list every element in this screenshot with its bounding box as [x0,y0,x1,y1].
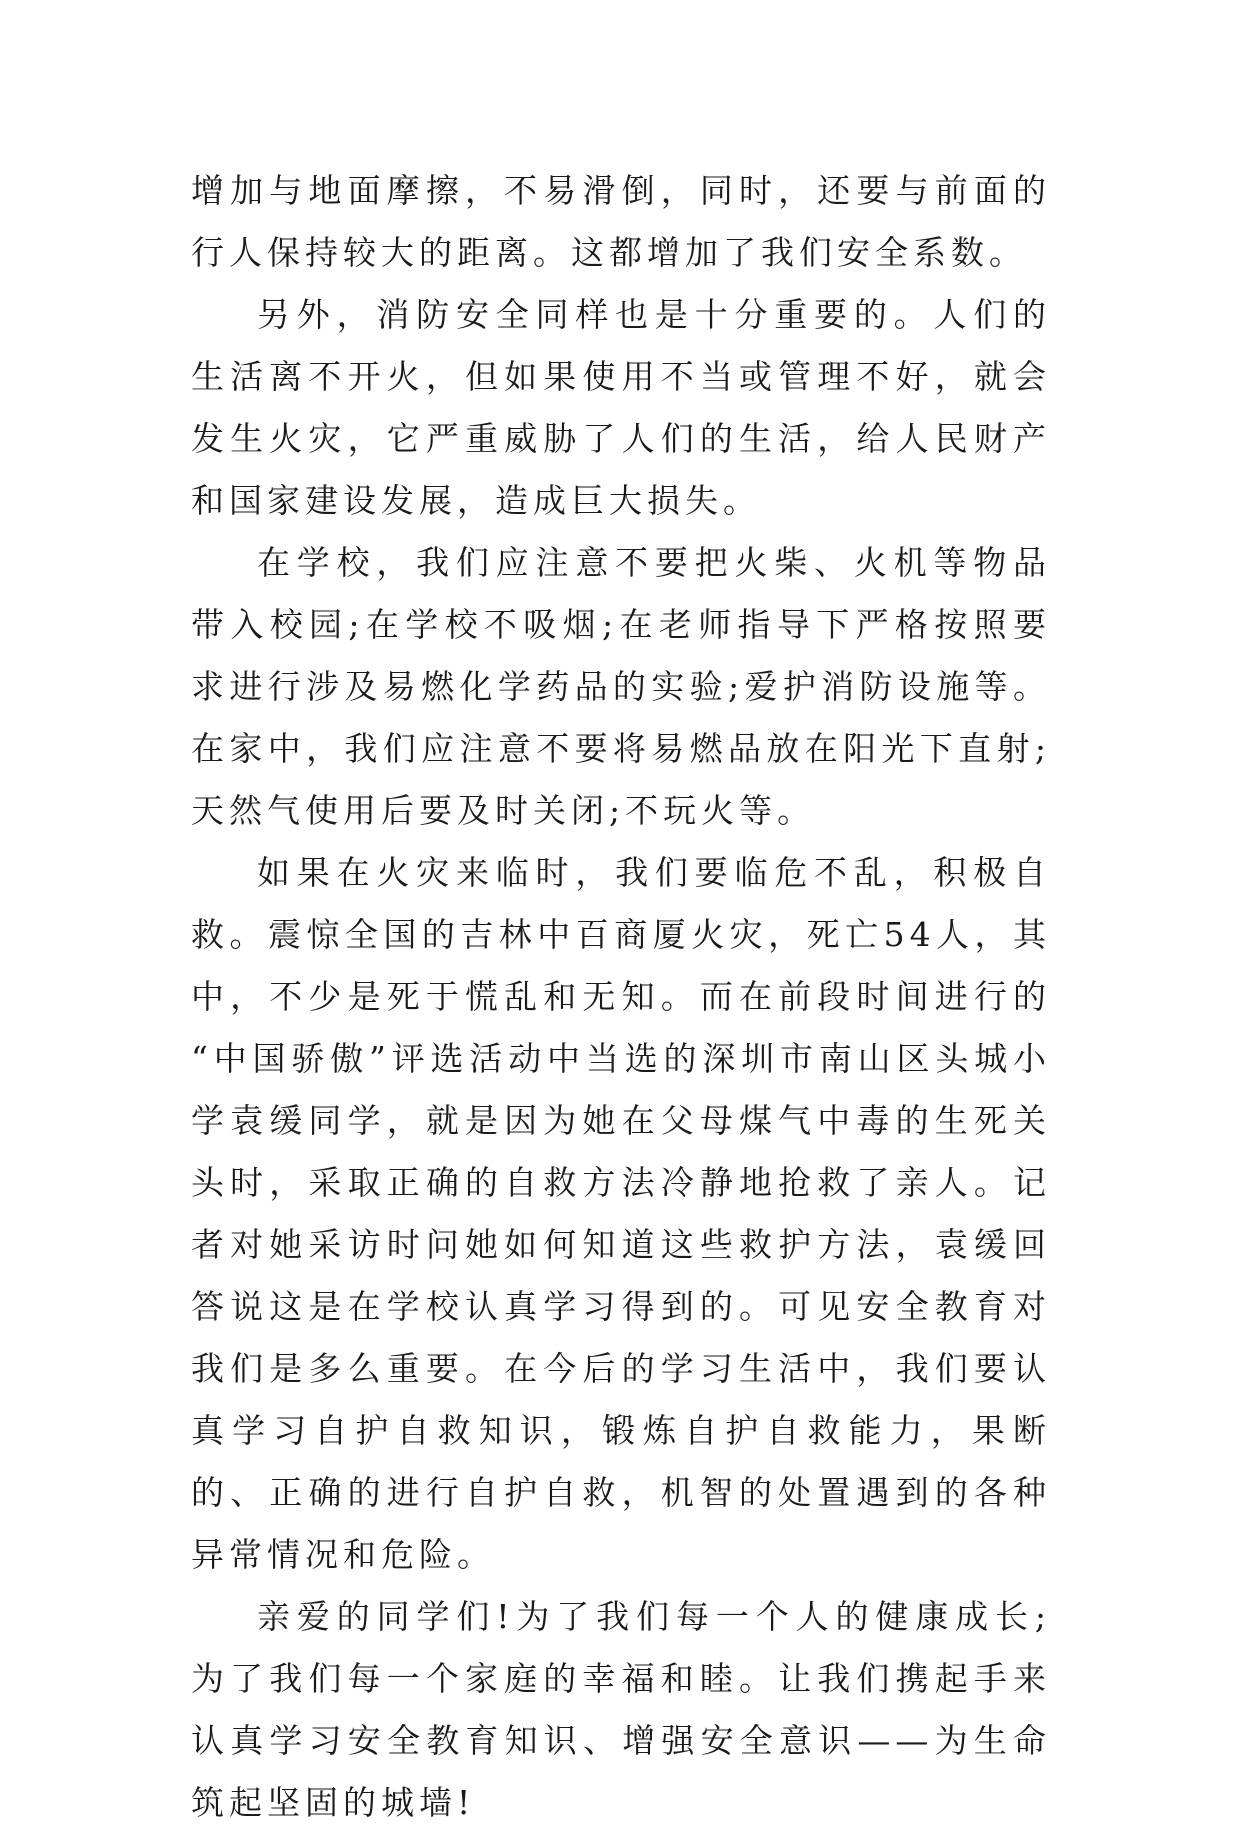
paragraph-2: 另外，消防安全同样也是十分重要的。人们的生活离不开火，但如果使用不当或管理不好，就会发生火灾，它严重威胁了人们的生活，给人民财产和国家建设发展，造成巨大损失。 [191,295,1051,520]
paragraph-3: 在学校，我们应注意不要把火柴、火机等物品带入校园;在学校不吸烟;在老师指导下严格按照要求进行涉及易燃化学药品的实验;爱护消防设施等。在家中，我们应注意不要将易燃品放在阳光下直射;天然气使用后要及时关闭;不玩火等。 [191,543,1051,830]
paragraph-5: 亲爱的同学们!为了我们每一个人的健康成长;为了我们每一个家庭的幸福和睦。让我们携起手来认真学习安全教育知识、增强安全意识——为生命筑起坚固的城墙! [191,1597,1051,1822]
body-text [191,160,1051,1834]
paragraph-4: 如果在火灾来临时，我们要临危不乱，积极自救。震惊全国的吉林中百商厦火灾，死亡54人，其中，不少是死于慌乱和无知。而在前段时间进行的 “中国骄傲”评选活动中当选的深圳市南山区头城小学袁缓同学，就是因为她在父母煤气中毒的生死关头时，采取正确的自救方法冷静地抢救了亲人。记者对她采访时问她如何知道这些救护方法，袁缓回答说这是在学校认真学习得到的。可见安全教育对我们是多么重要。在今后的学习生活中，我们要认真学习自护自救知识，锻炼自护自救能力，果断的、正确的进行自护自救，机智的处置遇到的各种异常情况和危险。 [191,853,1051,1574]
paragraph-1: 增加与地面摩擦，不易滑倒，同时，还要与前面的行人保持较大的距离。这都增加了我们安全系数。 [191,171,1051,272]
